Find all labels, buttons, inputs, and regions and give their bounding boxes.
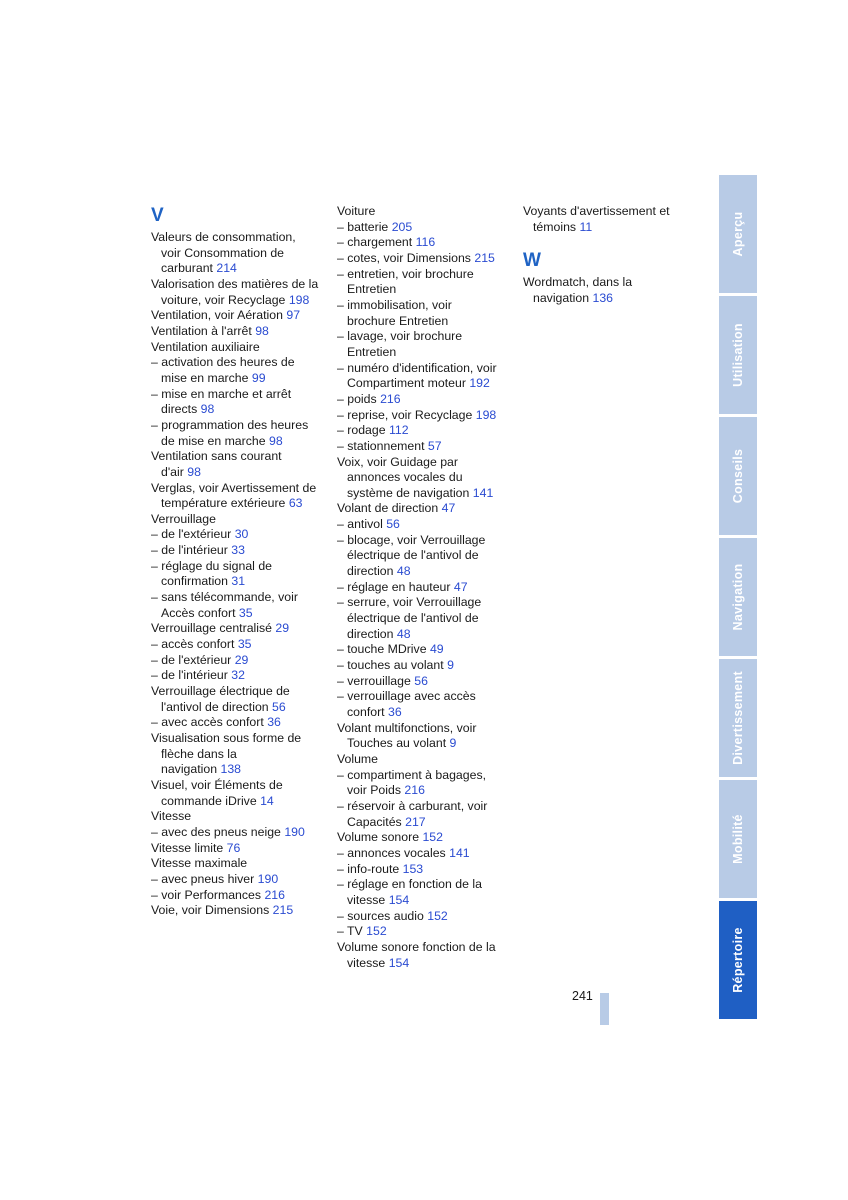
index-entry-line (151, 324, 323, 340)
page-reference-link[interactable]: 49 (429, 642, 444, 657)
index-entry-line (337, 956, 509, 972)
entry-text: Touches au volant (347, 736, 450, 751)
entry-text: Verrouillage centralisé (151, 621, 276, 636)
entry-text: système de navigation (347, 485, 473, 500)
entry-text: Volant multifonctions, voir (337, 720, 477, 735)
entry-text: – accès confort (151, 637, 238, 652)
index-entry-line (151, 246, 323, 262)
chapter-tab[interactable] (719, 175, 757, 293)
entry-text: Vitesse maximale (151, 856, 248, 871)
entry-text: – touches au volant (337, 658, 448, 673)
entry-text: – chargement (337, 235, 416, 250)
page-reference-link[interactable]: 136 (592, 290, 614, 305)
index-entry-line (337, 877, 509, 893)
index-entry-line (337, 314, 509, 330)
page-reference-link[interactable]: 29 (275, 621, 290, 636)
page-reference-link[interactable]: 35 (238, 605, 253, 620)
entry-text: navigation (161, 762, 221, 777)
entry-text: commande iDrive (161, 793, 261, 808)
page-reference-link[interactable]: 190 (257, 871, 279, 886)
entry-text: direction (347, 626, 397, 641)
index-entry-line (337, 595, 509, 611)
index-entry-line (151, 809, 323, 825)
index-column-3 (523, 204, 695, 307)
page-reference-link[interactable]: 29 (234, 652, 249, 667)
entry-text: Valorisation des matières de la (151, 276, 319, 291)
entry-text: Volume (337, 751, 379, 766)
page-reference-link[interactable]: 9 (449, 736, 457, 751)
entry-text: – verrouillage avec accès (337, 689, 476, 704)
chapter-tab-label: Divertissement (731, 671, 745, 765)
index-entry-line (151, 778, 323, 794)
index-entry-line (337, 768, 509, 784)
index-entry-line (337, 924, 509, 940)
page-reference-link[interactable]: 215 (272, 903, 294, 918)
entry-text: flèche dans la (161, 746, 237, 761)
entry-text: – rodage (337, 423, 389, 438)
page-number: 241 (572, 989, 593, 1003)
entry-text: voir Poids (347, 783, 405, 798)
index-entry-line (337, 298, 509, 314)
page-reference-link[interactable]: 217 (405, 814, 426, 829)
index-entry-line (337, 329, 509, 345)
entry-text: – de l'intérieur (151, 668, 232, 683)
entry-text: Ventilation auxiliaire (151, 339, 260, 354)
index-entry-line (151, 606, 323, 622)
entry-text: Entretien (347, 282, 397, 297)
entry-text: annonces vocales du (347, 470, 463, 485)
index-entry-line (337, 345, 509, 361)
index-entry-line (337, 862, 509, 878)
page-reference-link[interactable]: 99 (251, 370, 266, 385)
page-reference-link[interactable]: 215 (474, 250, 495, 265)
entry-text: direction (347, 564, 397, 579)
index-entry-line (151, 590, 323, 606)
entry-text: – reprise, voir Recyclage (337, 407, 476, 422)
index-entry-line (337, 439, 509, 455)
entry-text: Capacités (347, 814, 406, 829)
index-entry-line (151, 371, 323, 387)
page-reference-link[interactable]: 152 (366, 924, 387, 939)
entry-text: d'air (161, 464, 188, 479)
index-entry-line (151, 841, 323, 857)
entry-text: – avec des pneus neige (151, 824, 285, 839)
index-entry-line (337, 235, 509, 251)
entry-text: température extérieure (161, 496, 289, 511)
index-entry-line (151, 277, 323, 293)
page-reference-link[interactable]: 56 (414, 673, 428, 688)
entry-text: Ventilation, voir Aération (151, 308, 287, 323)
page-reference-link[interactable]: 216 (380, 391, 401, 406)
chapter-tab-label: Navigation (731, 563, 745, 631)
index-entry-line (523, 275, 695, 291)
chapter-tab-label: Conseils (731, 448, 745, 504)
index-entry-line (151, 402, 323, 418)
index-entry-line (151, 308, 323, 324)
entry-text: – lavage, voir brochure (337, 329, 463, 344)
chapter-tab-label: Aperçu (731, 211, 745, 257)
page-reference-link[interactable]: 11 (579, 219, 593, 234)
page-reference-link[interactable]: 216 (264, 887, 285, 902)
entry-text: – programmation des heures (151, 417, 309, 432)
index-entry-line (151, 496, 323, 512)
index-entry-line (523, 220, 695, 236)
entry-text: Voiture (337, 204, 376, 218)
index-entry-line (337, 220, 509, 236)
index-entry-line (337, 361, 509, 377)
entry-list (337, 204, 509, 971)
page-reference-link[interactable]: 48 (396, 564, 411, 579)
entry-list (523, 275, 695, 306)
page-reference-link[interactable]: 154 (388, 892, 410, 907)
index-entry-line (151, 872, 323, 888)
chapter-tab[interactable] (719, 538, 757, 656)
entry-text: – avec accès confort (151, 715, 268, 730)
entry-list (523, 204, 695, 235)
entry-text: – verrouillage (337, 673, 415, 688)
entry-text: – réglage en hauteur (337, 579, 454, 594)
index-entry-line (337, 736, 509, 752)
page-reference-link[interactable]: 97 (286, 308, 301, 323)
page-reference-link[interactable]: 47 (441, 501, 456, 516)
index-entry-line (151, 543, 323, 559)
index-entry-line (151, 700, 323, 716)
page-reference-link[interactable]: 33 (231, 543, 245, 558)
entry-text: directs (161, 402, 201, 417)
index-entry-line (151, 653, 323, 669)
entry-text: confirmation (161, 574, 232, 589)
index-entry-line (151, 903, 323, 919)
entry-text: – activation des heures de (151, 355, 295, 370)
entry-text: Entretien (347, 344, 397, 359)
entry-text: – sans télécommande, voir (151, 590, 298, 605)
index-entry-line (151, 481, 323, 497)
index-entry-line (337, 392, 509, 408)
index-entry-line (337, 627, 509, 643)
entry-text: – de l'extérieur (151, 527, 235, 542)
entry-text: Ventilation sans courant (151, 449, 282, 464)
page-reference-link[interactable]: 36 (267, 715, 281, 730)
page-reference-link[interactable]: 141 (472, 485, 494, 500)
section-heading-v: V (151, 205, 164, 226)
index-entry-line (523, 291, 695, 307)
index-entry-line (337, 846, 509, 862)
page-reference-link[interactable]: 9 (447, 658, 454, 673)
page-reference-link[interactable]: 152 (422, 830, 443, 845)
index-entry-line (337, 705, 509, 721)
index-entry-line (337, 282, 509, 298)
page-reference-link[interactable]: 98 (200, 402, 215, 417)
page-reference-link[interactable]: 116 (415, 235, 436, 250)
page-reference-link[interactable]: 48 (396, 626, 411, 641)
entry-text: carburant (161, 261, 217, 276)
index-entry-line (151, 762, 323, 778)
entry-text: témoins (533, 219, 580, 234)
page-reference-link[interactable]: 98 (255, 323, 269, 338)
entry-text: de mise en marche (161, 433, 269, 448)
index-column-2 (337, 204, 509, 971)
section-heading-w: W (523, 250, 541, 272)
index-entry-line (151, 715, 323, 731)
index-entry-line (151, 512, 323, 528)
page-reference-link[interactable]: 57 (427, 438, 442, 453)
chapter-tabs (719, 175, 757, 1022)
index-entry-line (523, 204, 695, 220)
entry-text: Ventilation à l'arrêt (151, 323, 256, 338)
entry-text: Verrouillage (151, 511, 216, 526)
index-entry-line (337, 204, 509, 220)
index-entry-line (151, 355, 323, 371)
index-entry-line (337, 533, 509, 549)
index-entry-line (151, 527, 323, 543)
chapter-tab[interactable] (719, 659, 757, 777)
page-reference-link[interactable]: 190 (284, 824, 305, 839)
entry-text: Volant de direction (337, 501, 442, 516)
index-entry-line (151, 668, 323, 684)
entry-text: Volume sonore fonction de la (337, 939, 496, 954)
page-reference-link[interactable]: 56 (272, 699, 286, 714)
page-reference-link[interactable]: 138 (220, 762, 242, 777)
index-entry-line (337, 909, 509, 925)
entry-text: – avec pneus hiver (151, 871, 258, 886)
entry-text: – antivol (337, 517, 387, 532)
page-reference-link[interactable]: 141 (449, 845, 470, 860)
page-reference-link[interactable]: 205 (391, 219, 413, 234)
index-entry-line (337, 830, 509, 846)
page-reference-link[interactable]: 98 (269, 433, 283, 448)
entry-text: – réservoir à carburant, voir (337, 798, 488, 813)
page-reference-link[interactable]: 152 (427, 908, 448, 923)
index-column-1 (151, 204, 323, 919)
index-entry-line (337, 752, 509, 768)
page-reference-link[interactable]: 32 (231, 668, 245, 683)
entry-text: navigation (533, 290, 593, 305)
index-entry-line (337, 783, 509, 799)
entry-text: – réglage en fonction de la (337, 877, 482, 892)
index-entry-line (337, 470, 509, 486)
index-entry-line (337, 689, 509, 705)
entry-text: vitesse (347, 955, 389, 970)
entry-text: – cotes, voir Dimensions (337, 250, 475, 265)
entry-text: – touche MDrive (337, 642, 430, 657)
entry-text: Wordmatch, dans la (523, 275, 633, 290)
index-entry-line (337, 564, 509, 580)
index-entry-line (337, 548, 509, 564)
entry-text: Volume sonore (337, 830, 423, 845)
entry-text: électrique de l'antivol de (347, 548, 479, 563)
index-entry-line (337, 376, 509, 392)
entry-text: – batterie (337, 219, 392, 234)
chapter-tab-label: Utilisation (731, 323, 745, 387)
index-entry-line (337, 674, 509, 690)
entry-text: l'antivol de direction (161, 699, 273, 714)
index-entry-line (151, 465, 323, 481)
entry-text: – mise en marche et arrêt (151, 386, 292, 401)
index-entry-line (337, 721, 509, 737)
entry-text: – voir Performances (151, 887, 265, 902)
index-entry-line (151, 434, 323, 450)
index-entry-line (151, 340, 323, 356)
entry-text: Compartiment moteur (347, 376, 470, 391)
index-entry-line (151, 621, 323, 637)
page-reference-link[interactable]: 14 (260, 793, 274, 808)
entry-text: – réglage du signal de (151, 558, 273, 573)
index-entry-line (337, 455, 509, 471)
page-reference-link[interactable]: 76 (226, 840, 241, 855)
entry-text: Accès confort (161, 605, 239, 620)
entry-text: – stationnement (337, 438, 428, 453)
entry-text: – sources audio (337, 908, 428, 923)
page-reference-link[interactable]: 112 (388, 423, 409, 438)
index-entry-line (151, 449, 323, 465)
index-entry-line (337, 799, 509, 815)
entry-text: – de l'intérieur (151, 543, 232, 558)
index-entry-line (151, 418, 323, 434)
page-reference-link[interactable]: 47 (453, 579, 468, 594)
page-reference-link[interactable]: 154 (388, 955, 410, 970)
page-reference-link[interactable]: 198 (288, 292, 310, 307)
chapter-tab[interactable] (719, 780, 757, 898)
page-reference-link[interactable]: 214 (216, 261, 237, 276)
index-entry-line (337, 940, 509, 956)
index-entry-line (151, 574, 323, 590)
index-entry-line (151, 747, 323, 763)
chapter-tab[interactable] (719, 901, 757, 1019)
page-reference-link[interactable]: 153 (402, 861, 424, 876)
entry-text: – info-route (337, 861, 403, 876)
entry-text: – numéro d'identification, voir (337, 360, 497, 375)
index-entry-line (337, 267, 509, 283)
entry-text: – immobilisation, voir (337, 297, 452, 312)
page-reference-link[interactable]: 36 (388, 705, 402, 719)
entry-text: mise en marche (161, 370, 252, 385)
index-entry-line (151, 888, 323, 904)
page-reference-link[interactable]: 63 (288, 496, 303, 511)
page-reference-link[interactable]: 198 (475, 407, 497, 422)
page-reference-link[interactable]: 35 (237, 637, 252, 652)
entry-text: – blocage, voir Verrouillage (337, 532, 486, 547)
index-entry-line (337, 642, 509, 658)
entry-text: – compartiment à bagages, (337, 767, 487, 782)
index-entry-line (151, 825, 323, 841)
entry-text: vitesse (347, 892, 389, 907)
index-entry-line (151, 559, 323, 575)
page-reference-link[interactable]: 31 (231, 574, 246, 589)
index-entry-line (151, 731, 323, 747)
chapter-tab-label: Mobilité (731, 814, 745, 864)
index-entry-line (337, 408, 509, 424)
index-entry-line (151, 387, 323, 403)
index-entry-line (337, 611, 509, 627)
index-entry-line (337, 815, 509, 831)
index-entry-line (337, 501, 509, 517)
entry-text: Valeurs de consommation, (151, 230, 296, 244)
page-marker-bar (600, 993, 609, 1025)
entry-text: brochure Entretien (347, 313, 449, 328)
index-entry-line (151, 794, 323, 810)
entry-text: – poids (337, 391, 381, 406)
index-entry-line (337, 658, 509, 674)
entry-text: – de l'extérieur (151, 652, 235, 667)
entry-text: Voix, voir Guidage par (337, 454, 458, 469)
entry-text: confort (347, 705, 389, 719)
index-entry-line (151, 637, 323, 653)
entry-text: voiture, voir Recyclage (161, 292, 289, 307)
entry-text: – annonces vocales (337, 845, 450, 860)
entry-text: électrique de l'antivol de (347, 611, 479, 626)
chapter-tab[interactable] (719, 417, 757, 535)
entry-text: Visualisation sous forme de (151, 731, 302, 745)
index-entry-line (151, 293, 323, 309)
entry-text: – TV (337, 924, 367, 939)
entry-text: – entretien, voir brochure (337, 266, 474, 281)
index-entry-line (337, 517, 509, 533)
page-reference-link[interactable]: 30 (234, 527, 249, 542)
entry-text: Vitesse (151, 809, 192, 824)
entry-text: Voie, voir Dimensions (151, 903, 273, 918)
index-entry-line (337, 486, 509, 502)
index-entry-line (151, 261, 323, 277)
index-entry-line (151, 684, 323, 700)
index-entry-line (337, 893, 509, 909)
chapter-tab-label: Répertoire (731, 927, 745, 993)
index-entry-line (337, 251, 509, 267)
chapter-tab[interactable] (719, 296, 757, 414)
page-reference-link[interactable]: 56 (386, 517, 400, 532)
entry-text: Verglas, voir Avertissement de (151, 480, 317, 495)
entry-text: Verrouillage électrique de (151, 684, 290, 699)
entry-text: Vitesse limite (151, 840, 227, 855)
entry-text: voir Consommation de (161, 245, 285, 260)
index-entry-line (151, 230, 323, 246)
page-reference-link[interactable]: 192 (469, 376, 490, 391)
index-entry-line (337, 423, 509, 439)
entry-text: Visuel, voir Éléments de (151, 777, 283, 792)
index-entry-line (151, 856, 323, 872)
entry-list (151, 230, 323, 919)
page-reference-link[interactable]: 216 (404, 783, 425, 798)
entry-text: – serrure, voir Verrouillage (337, 595, 482, 610)
index-entry-line (337, 580, 509, 596)
entry-text: Voyants d'avertissement et (523, 204, 670, 218)
page-reference-link[interactable]: 98 (187, 464, 201, 479)
